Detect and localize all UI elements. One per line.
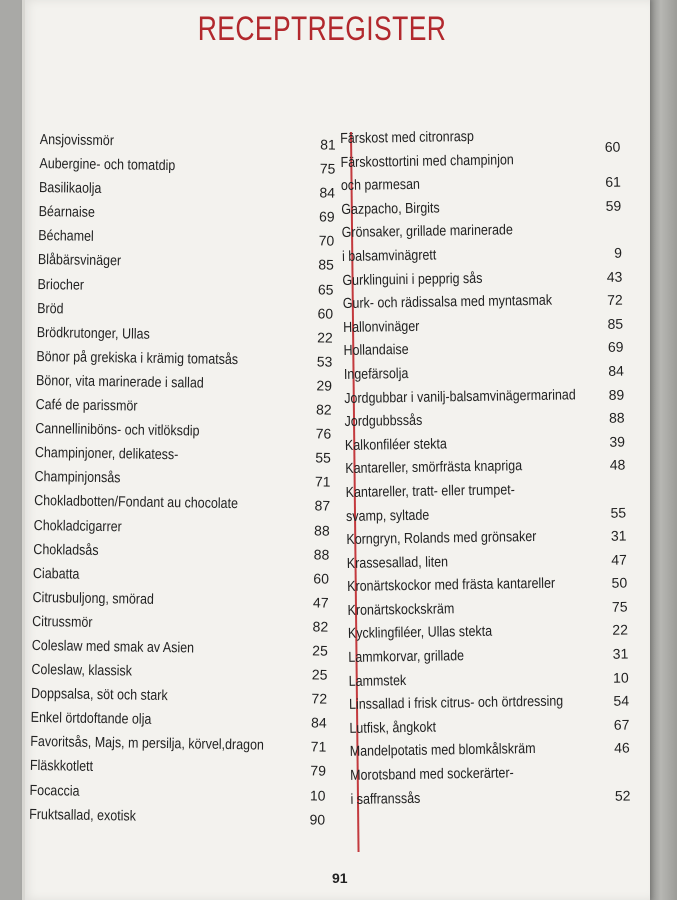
recipe-page-number: 10 <box>612 669 629 686</box>
recipe-name: Lammstek <box>348 672 407 690</box>
recipe-page-number: 60 <box>604 138 621 155</box>
recipe-name: Café de parissmör <box>35 396 138 415</box>
recipe-page-number: 89 <box>608 386 625 403</box>
recipe-name: Doppsalsa, söt och stark <box>30 686 168 705</box>
recipe-page-number: 47 <box>611 551 627 568</box>
recipe-page-number: 54 <box>613 692 630 710</box>
index-left-column <box>29 128 336 831</box>
recipe-page-number: 69 <box>607 338 624 356</box>
recipe-name: Béarnaise <box>38 204 95 222</box>
recipe-name: Färskost med citronrasp <box>340 128 475 147</box>
recipe-page-number: 9 <box>614 244 623 261</box>
recipe-page-number: 79 <box>310 762 327 780</box>
recipe-page-number: 71 <box>314 473 331 490</box>
recipe-page-number: 22 <box>612 622 629 639</box>
recipe-name: Kronärtskockor med frästa kantareller <box>347 575 556 596</box>
recipe-page-number: 71 <box>310 738 327 755</box>
recipe-page-number: 81 <box>320 136 336 153</box>
recipe-name: och parmesan <box>340 176 421 195</box>
recipe-page-number: 22 <box>317 329 333 346</box>
recipe-name: Kycklingfiléer, Ullas stekta <box>347 624 493 643</box>
recipe-page-number: 90 <box>309 810 326 828</box>
recipe-page-number: 31 <box>612 645 629 662</box>
recipe-name: Cannelliniböns- och vitlöksdip <box>35 421 200 440</box>
recipe-page-number: 72 <box>311 690 328 707</box>
recipe-page-number: 25 <box>311 666 328 683</box>
recipe-name: Champinjoner, delikatess- <box>34 445 179 464</box>
recipe-name: Fruktsallad, exotisk <box>29 806 137 825</box>
recipe-name: Jordgubbar i vanilj-balsamvinägermarinad <box>344 386 576 407</box>
recipe-page-number: 75 <box>611 598 628 615</box>
recipe-page-number: 48 <box>609 456 626 474</box>
recipe-name: i balsamvinägrett <box>341 247 437 265</box>
recipe-name: Brödkrutonger, Ullas <box>36 324 150 343</box>
recipe-name: Gurk- och rädissalsa med myntasmak <box>342 292 553 313</box>
recipe-name: Kantareller, tratt- eller trumpet- <box>345 482 515 501</box>
recipe-name: Hallonvinäger <box>343 318 420 336</box>
recipe-name: Kantareller, smörfrästa knapriga <box>345 458 523 478</box>
recipe-page-number: 31 <box>610 527 627 544</box>
recipe-page-number: 43 <box>606 268 623 285</box>
recipe-name: svamp, syltade <box>345 507 430 525</box>
recipe-name: Chokladsås <box>33 541 99 559</box>
book-page <box>22 0 650 900</box>
recipe-page-number: 88 <box>608 409 625 426</box>
recipe-page-number: 69 <box>318 208 335 225</box>
recipe-name: Béchamel <box>38 228 94 246</box>
recipe-name: Krassesallad, liten <box>346 554 449 572</box>
recipe-page-number: 59 <box>605 197 622 214</box>
recipe-name: Morotsband med sockerärter- <box>350 765 514 784</box>
recipe-page-number: 46 <box>614 739 630 757</box>
recipe-page-number: 88 <box>313 545 330 563</box>
recipe-name: Lutfisk, ångkokt <box>349 719 437 737</box>
recipe-name: Korngryn, Rolands med grönsaker <box>346 529 537 549</box>
recipe-page-number: 88 <box>314 521 330 539</box>
recipe-name: Citrusbuljong, smörad <box>32 589 155 608</box>
recipe-page-number: 82 <box>312 618 329 635</box>
recipe-page-number: 87 <box>314 497 331 515</box>
recipe-page-number: 84 <box>319 184 336 201</box>
recipe-name: Enkel örtdoftande olja <box>30 710 152 729</box>
recipe-page-number: 70 <box>318 232 335 250</box>
recipe-page-number: 61 <box>605 173 622 191</box>
recipe-name: Chokladbotten/Fondant au chocolate <box>34 493 239 513</box>
recipe-page-number: 65 <box>317 280 334 298</box>
recipe-name: Blåbärsvinäger <box>37 252 122 270</box>
page-edge <box>650 0 677 900</box>
recipe-page-number: 82 <box>315 401 332 418</box>
recipe-name: Hollandaise <box>343 342 409 360</box>
recipe-page-number: 55 <box>315 449 331 466</box>
recipe-page-number: 53 <box>316 353 333 370</box>
recipe-page-number: 75 <box>319 160 336 177</box>
recipe-name: Aubergine- och tomatdip <box>39 156 176 175</box>
recipe-name: Bröd <box>37 300 64 318</box>
recipe-name: Coleslaw, klassisk <box>31 661 133 680</box>
recipe-name: Ingefärsolja <box>343 365 409 383</box>
recipe-page-number: 25 <box>312 642 328 659</box>
recipe-name: Kalkonfiléer stekta <box>344 436 448 454</box>
recipe-name: Lammkorvar, grillade <box>348 648 465 666</box>
recipe-page-number: 84 <box>608 362 624 379</box>
recipe-page-number: 67 <box>613 716 630 733</box>
recipe-name: Ciabatta <box>32 565 80 583</box>
recipe-page-number: 52 <box>614 787 631 804</box>
recipe-name: Ansjovissmör <box>39 131 115 150</box>
recipe-name: Grönsaker, grillade marinerade <box>341 222 513 242</box>
recipe-page-number: 39 <box>609 433 626 450</box>
recipe-name: Bönor på grekiska i krämig tomatsås <box>36 348 239 368</box>
recipe-name: Basilikaolja <box>38 180 102 198</box>
recipe-name: Citrussmör <box>32 613 93 631</box>
recipe-page-number: 29 <box>316 377 333 394</box>
recipe-name: Linssallad i frisk citrus- och örtdressing <box>348 693 564 714</box>
recipe-page-number: 84 <box>310 714 327 731</box>
recipe-name: Favoritsås, Majs, m persilja, körvel,dragon <box>30 734 265 754</box>
recipe-page-number: 55 <box>610 504 627 521</box>
recipe-name: Focaccia <box>29 782 80 800</box>
recipe-name: Chokladcigarrer <box>33 517 122 535</box>
recipe-page-number: 10 <box>309 786 326 804</box>
index-entry <box>350 784 650 812</box>
recipe-name: Bönor, vita marinerade i sallad <box>35 372 204 392</box>
recipe-page-number: 72 <box>607 291 623 308</box>
page-number: 91 <box>332 870 348 886</box>
recipe-page-number: 85 <box>607 315 624 332</box>
recipe-name: Jordgubbssås <box>344 412 423 431</box>
index-entry <box>29 803 325 832</box>
recipe-name: Färskosttortini med champinjon <box>340 151 514 171</box>
recipe-name: Gazpacho, Birgits <box>341 200 440 218</box>
recipe-page-number: 76 <box>315 425 332 442</box>
recipe-name: Champinjonsås <box>34 469 121 487</box>
recipe-page-number: 50 <box>611 574 628 592</box>
recipe-page-number: 47 <box>312 594 329 611</box>
recipe-name: Mandelpotatis med blomkålskräm <box>349 741 536 761</box>
recipe-name: Fläskkotlett <box>29 758 94 776</box>
page-title: RECEPTREGISTER <box>197 10 447 48</box>
index-right-column <box>340 123 651 812</box>
page-spine <box>22 0 25 900</box>
recipe-page-number: 60 <box>313 570 330 587</box>
recipe-page-number: 60 <box>317 305 334 322</box>
recipe-name: Gurklinguini i pepprig sås <box>342 270 483 289</box>
recipe-name: Kronärtskockskräm <box>347 601 455 619</box>
recipe-name: Coleslaw med smak av Asien <box>31 637 195 657</box>
recipe-name: Briocher <box>37 276 85 294</box>
recipe-page-number: 85 <box>318 256 335 274</box>
recipe-name: i saffranssås <box>350 790 421 808</box>
